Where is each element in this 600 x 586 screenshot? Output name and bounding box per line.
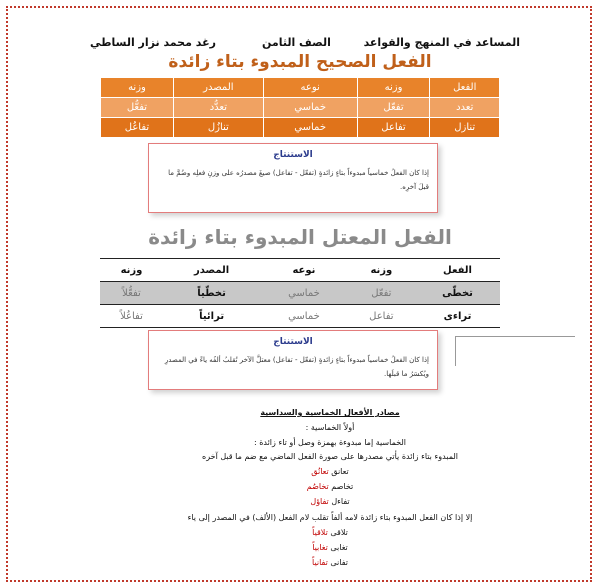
table-cell: وزنه: [357, 78, 430, 98]
table-cell: تفاعل: [357, 118, 430, 138]
table-cell: خماسي: [263, 118, 357, 138]
header-grade: الصف الثامن: [262, 36, 331, 49]
table-cell: تفاعُلاً: [100, 305, 163, 328]
example-verb: تفانى: [330, 558, 348, 567]
divider-line: [455, 336, 575, 337]
table-cell: وزنه: [348, 259, 415, 282]
table-cell: تفعّل: [348, 282, 415, 305]
table-cell: خماسي: [260, 282, 347, 305]
table-cell: نوعه: [263, 78, 357, 98]
table-cell: نوعه: [260, 259, 347, 282]
table-cell: تعدد: [430, 98, 500, 118]
example-masdar: تغابياً: [312, 543, 328, 552]
example-verb: تفاءل: [331, 497, 350, 506]
table-header-row: [100, 259, 500, 282]
table-cell: المصدر: [163, 259, 260, 282]
table-cell: الفعل: [415, 259, 500, 282]
example-row: [180, 467, 480, 476]
table-cell: تفعُّلاً: [100, 282, 163, 305]
example-masdar: تلاقياً: [312, 528, 328, 537]
example-masdar: تعانُق: [311, 467, 329, 476]
example-row: [180, 558, 480, 567]
table-cell: تراءى: [415, 305, 500, 328]
table-cell: تفاعل: [348, 305, 415, 328]
table-row: [100, 305, 500, 328]
table-cell: تعدُّد: [173, 98, 263, 118]
conclusion-title: الاستنتاج: [273, 150, 313, 160]
example-row: [180, 528, 480, 537]
example-row: [180, 543, 480, 552]
section3-line2: المبدوء بتاء زائدة يأتي مصدرها على صورة الفعل الماضي مع ضم ما قبل آخره: [202, 452, 458, 461]
table-cell: تخطّياً: [163, 282, 260, 305]
table-cell: تخطّى: [415, 282, 500, 305]
table-cell: المصدر: [173, 78, 263, 98]
example-masdar: تخاصُم: [306, 482, 329, 491]
example-verb: تلاقى: [330, 528, 348, 537]
table-cell: خماسي: [263, 98, 357, 118]
table-cell: وزنه: [101, 78, 174, 98]
table-cell: تفعّل: [357, 98, 430, 118]
weak-verbs-table: [100, 258, 500, 328]
table-cell: تفاعُل: [101, 118, 174, 138]
table-row: [101, 118, 500, 138]
section3-rule2: إلا إذا كان الفعل المبدوء بتاء زائدة لامه ألفاً تقلب لام الفعل (الألف) في المصدر إلى ياء: [187, 513, 473, 522]
example-verb: تعانق: [331, 467, 349, 476]
section3-subtitle: أولاً الخماسية :: [305, 423, 355, 432]
example-verb: تخاصم: [331, 482, 354, 491]
section3-title: مصادر الأفعال الخماسية والسداسية: [260, 408, 400, 417]
example-verb: تغابى: [330, 543, 348, 552]
divider-line: [455, 336, 456, 366]
table-cell: تفعُّل: [101, 98, 174, 118]
conclusion-title: الاستنتاج: [273, 337, 313, 347]
example-masdar: تفانياً: [312, 558, 328, 567]
table-cell: ترائياً: [163, 305, 260, 328]
table-row: [101, 98, 500, 118]
table-cell: تنازل: [430, 118, 500, 138]
sound-verbs-table: [100, 77, 500, 138]
section2-title: الفعل المعتل المبدوء بتاء زائدة: [148, 225, 452, 249]
table-cell: تنازُل: [173, 118, 263, 138]
conclusion-box-1: [148, 143, 438, 213]
table-row: [100, 282, 500, 305]
example-masdar: تفاؤل: [310, 497, 329, 506]
conclusion-text: إذا كان الفعلُ خماسياً مبدوءاً بتاءٍ زائدةٍ (تفعّل - تفاعل) صيغَ مصدرُه على وزنِ فعلِه وضُمَّ ما قبلَ آخرِه.: [168, 169, 429, 191]
example-row: [180, 497, 480, 506]
section3-line1: الخماسية إما مبدوءة بهمزة وصل أو تاء زائدة :: [253, 438, 407, 447]
header-author: رغد محمد نزار الساطي: [90, 36, 216, 49]
conclusion-box-2: [148, 330, 438, 390]
header-subject: المساعد في المنهج والقواعد: [363, 36, 520, 49]
table-header-row: [101, 78, 500, 98]
conclusion-text: إذا كان الفعلُ خماسياً مبدوءاً بتاءٍ زائدةٍ (تفعّل - تفاعل) معتلَّ الآخر تُقلبُ ألفُه ياءً في المصدرِ ويُكسَرُ ما قبلَها.: [164, 356, 429, 378]
table-cell: الفعل: [430, 78, 500, 98]
example-row: [180, 482, 480, 491]
table-cell: وزنه: [100, 259, 163, 282]
table-cell: خماسي: [260, 305, 347, 328]
section1-title: الفعل الصحيح المبدوء بتاء زائدة: [168, 52, 432, 72]
